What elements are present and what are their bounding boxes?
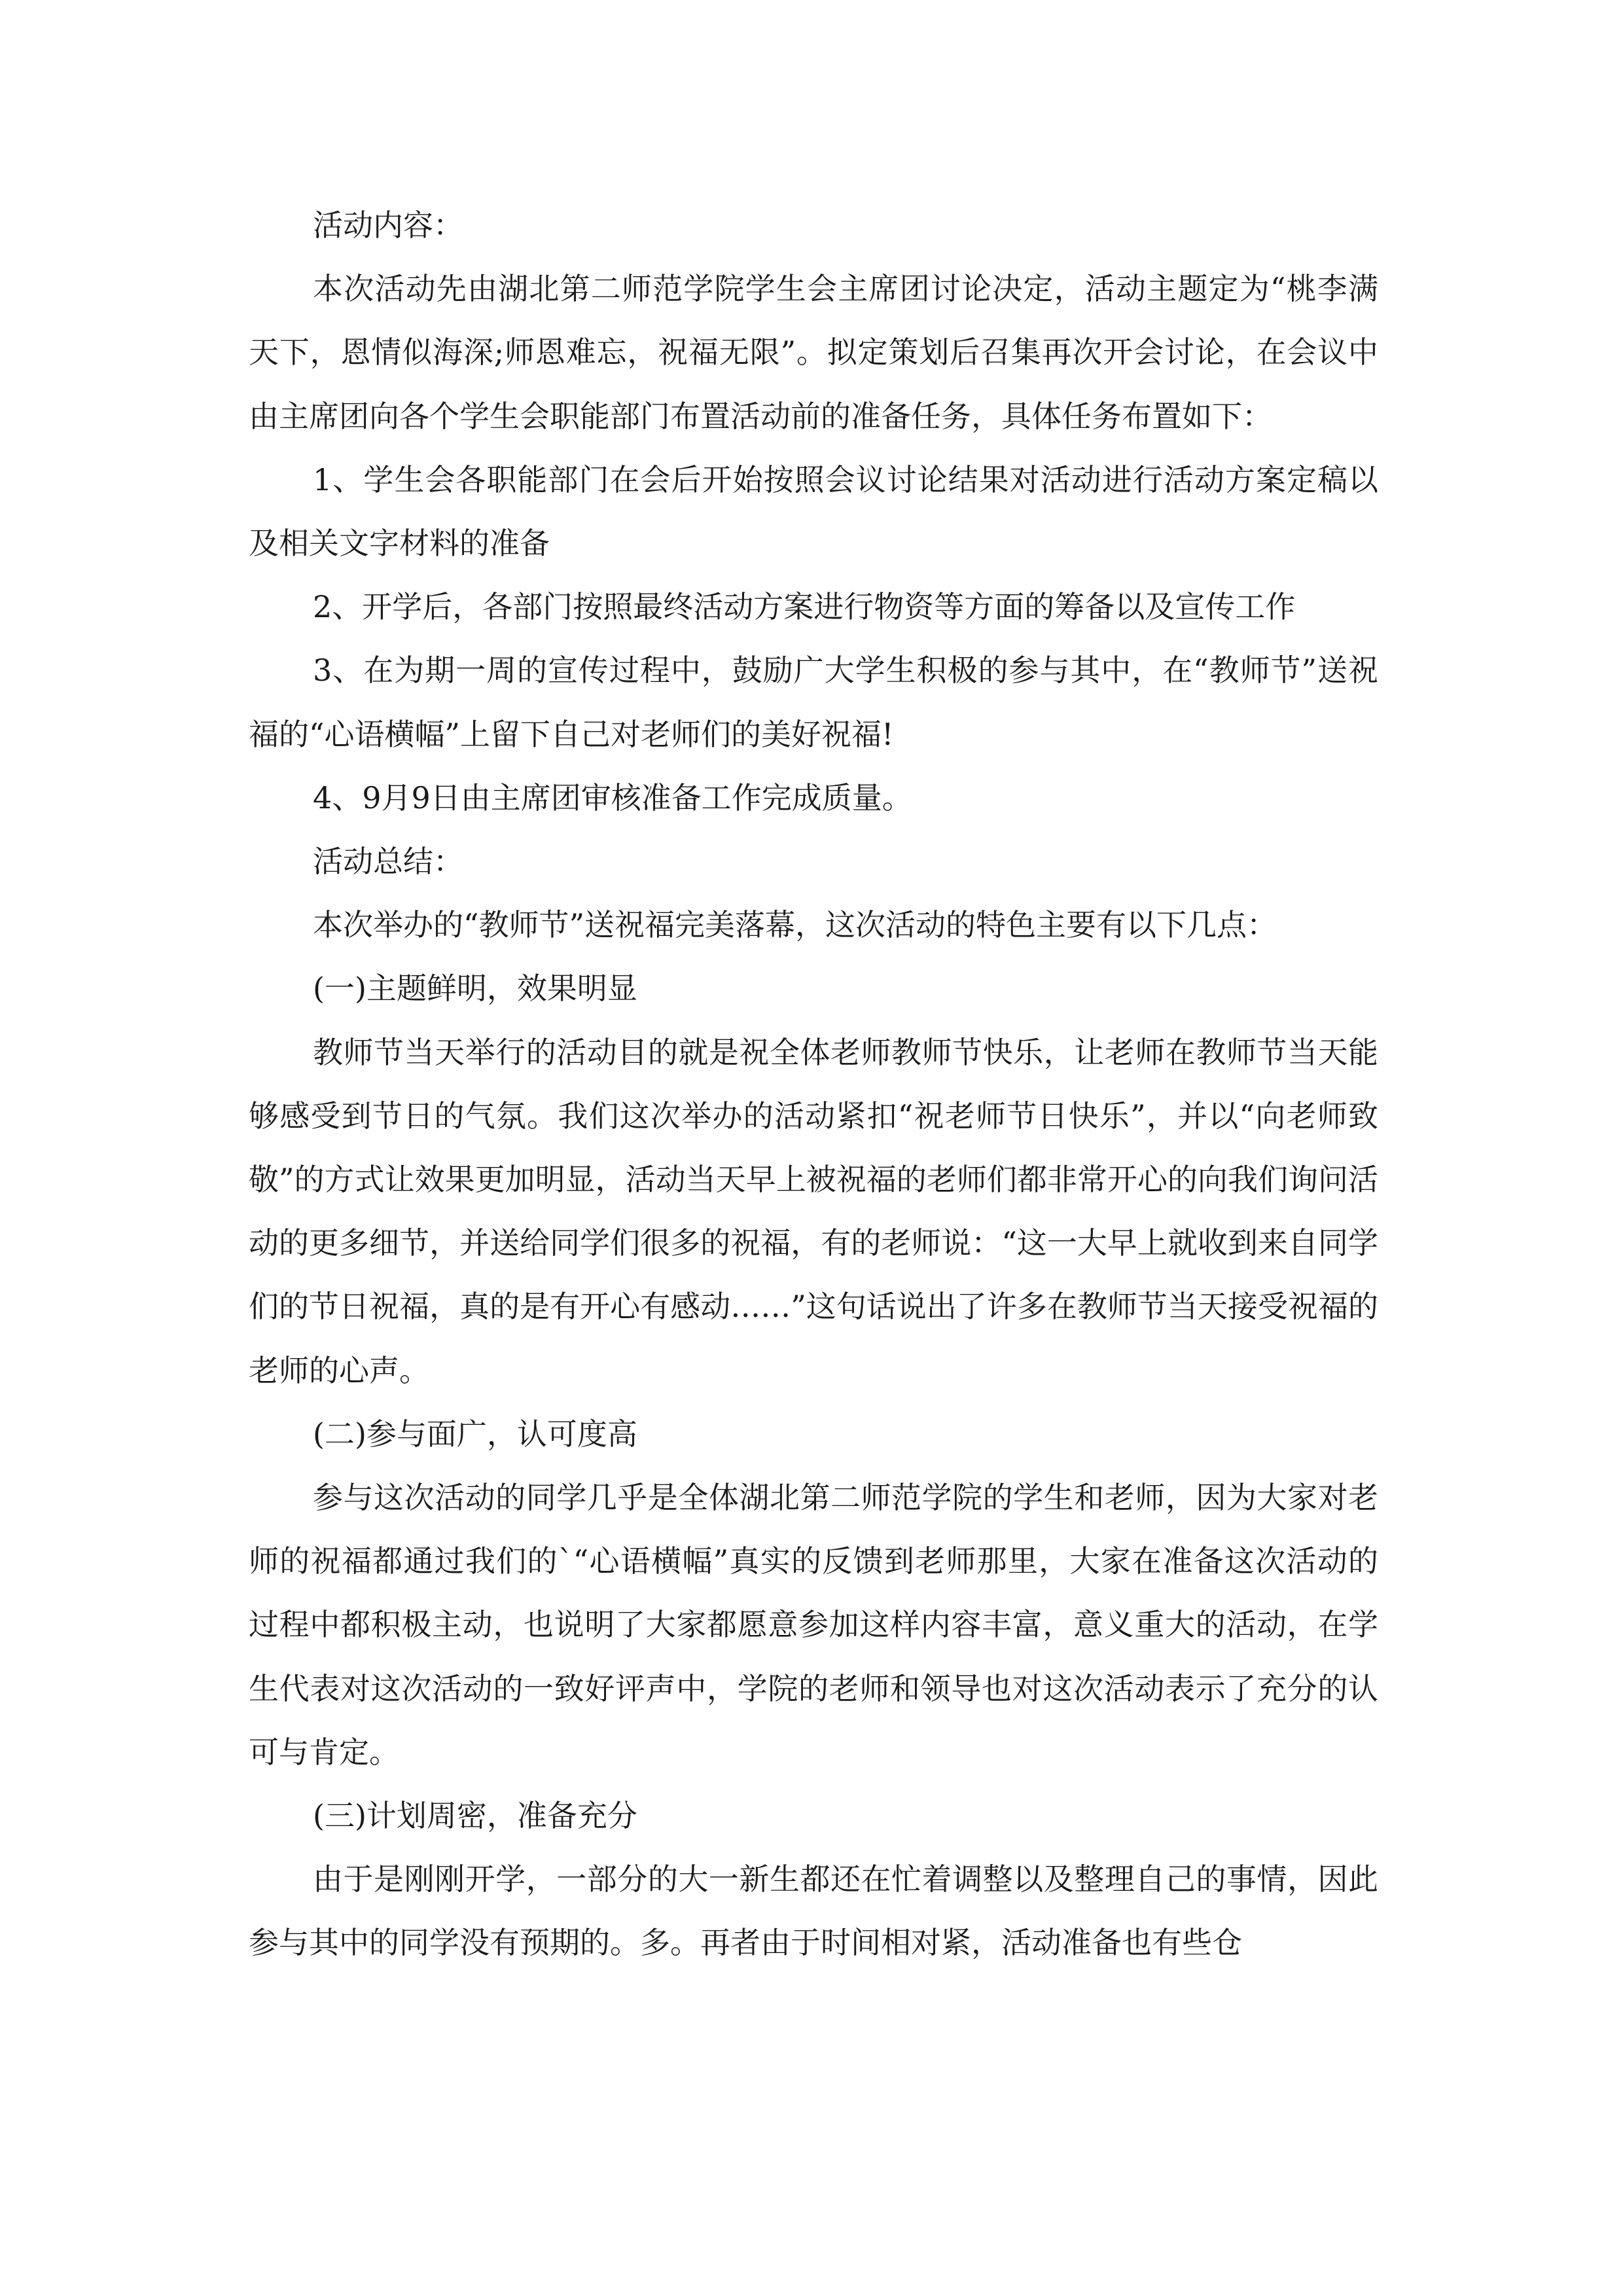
paragraph-feature-2: 参与这次活动的同学几乎是全体湖北第二师范学院的学生和老师，因为大家对老师的祝福都通过我们的`“心语横幅”真实的反馈到老师那里，大家在准备这次活动的过程中都积极主动，也说明了大家都愿意参加这样内容丰富，意义重大的活动，在学生代表对这次活动的一致好评声中，学院的老师和领导也对这次活动表示了充分的认可与肯定。 [249, 1480, 1378, 1770]
heading-activity-content: 活动内容： [313, 207, 463, 243]
task-item-1: 1、学生会各职能部门在会后开始按照会议讨论结果对活动进行活动方案定稿以及相关文字材料的准备 [249, 461, 1378, 562]
subheading-1: (一)主题鲜明，效果明显 [313, 971, 637, 1007]
heading-activity-summary: 活动总结： [313, 844, 463, 880]
paragraph-intro: 本次活动先由湖北第二师范学院学生会主席团讨论决定，活动主题定为“桃李满天下，恩情似海深;师恩难忘，祝福无限”。拟定策划后召集再次开会讨论，在会议中由主席团向各个学生会职能部门布置活动前的准备任务，具体任务布置如下： [249, 271, 1378, 434]
document-body [249, 194, 1378, 1975]
task-item-2: 2、开学后，各部门按照最终活动方案进行物资等方面的筹备以及宣传工作 [313, 589, 1296, 625]
task-item-4: 4、9月9日由主席团审核准备工作完成质量。 [313, 780, 912, 816]
paragraph-summary-intro: 本次举办的“教师节”送祝福完美落幕，这次活动的特色主要有以下几点： [313, 907, 1277, 943]
task-item-3: 3、在为期一周的宣传过程中，鼓励广大学生积极的参与其中，在“教师节”送祝福的“心语横幅”上留下自己对老师们的美好祝福! [249, 653, 1378, 752]
paragraph-feature-1: 教师节当天举行的活动目的就是祝全体老师教师节快乐，让老师在教师节当天能够感受到节日的气氛。我们这次举办的活动紧扣“祝老师节日快乐”，并以“向老师致敬”的方式让效果更加明显，活动当天早上被祝福的老师们都非常开心的向我们询问活动的更多细节，并送给同学们很多的祝福，有的老师说：“这一大早上就收到来自同学们的节日祝福，真的是有开心有感动……”这句话说出了许多在教师节当天接受祝福的老师的心声。 [249, 1034, 1378, 1388]
paragraph-feature-3: 由于是刚刚开学，一部分的大一新生都还在忙着调整以及整理自己的事情，因此参与其中的同学没有预期的。多。再者由于时间相对紧，活动准备也有些仓 [249, 1861, 1378, 1961]
subheading-3: (三)计划周密，准备充分 [313, 1798, 637, 1834]
subheading-2: (二)参与面广，认可度高 [313, 1416, 637, 1452]
